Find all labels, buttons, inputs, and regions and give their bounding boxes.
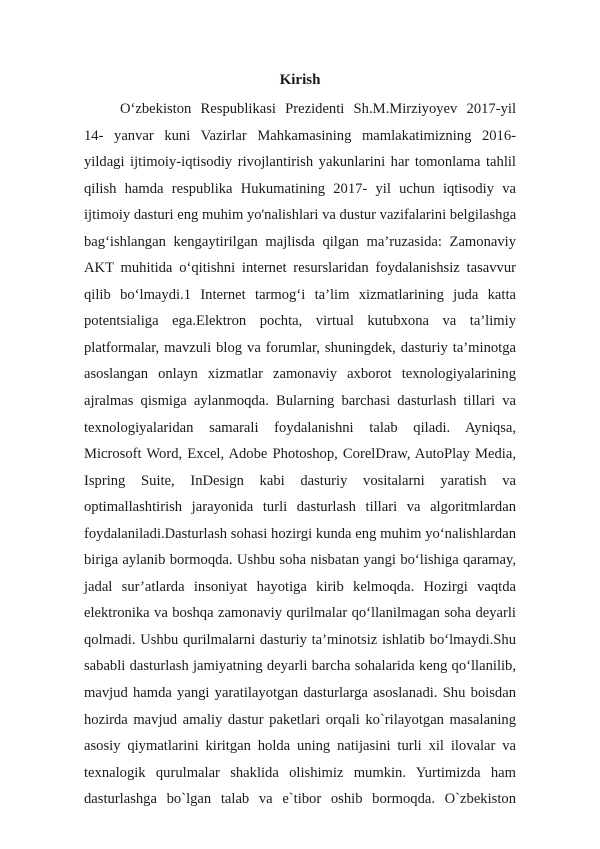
text-line: yildagi ijtimoiy-iqtisodiy rivojlantirish yakunlarini har tomonlama tahlil	[84, 154, 516, 171]
text-line: optimallashtirish jarayonida turli dasturlash tillari va algoritmlardan	[84, 499, 516, 516]
text-line: foydalaniladi.Dasturlash sohasi hozirgi kunda eng muhim yo‘nalishlardan	[84, 525, 516, 542]
text-line: texnalogik qurulmalar shaklida olishimiz mumkin. Yurtimizda ham	[84, 764, 516, 781]
text-line: platformalar, mavzuli blog va forumlar, shuningdek, dasturiy ta’minotga	[84, 339, 516, 356]
text-line: biriga aylanib bormoqda. Ushbu soha nisbatan yangi bo‘lishiga qaramay,	[84, 552, 516, 569]
text-line: texnologiyalaridan samarali foydalanishni talab qiladi. Ayniqsa,	[84, 419, 516, 436]
text-line: qilib bo‘lmaydi.1 Internet tarmog‘i ta’lim xizmatlarining juda katta	[84, 286, 516, 303]
text-line: sababli dasturlash jamiyatning deyarli barcha sohalarida keng qo‘llanilib,	[84, 658, 516, 675]
text-line: O‘zbekiston Respublikasi Prezidenti Sh.M.Mirziyoyev 2017-yil	[120, 101, 516, 117]
text-line: qolmadi. Ushbu qurilmalarni dasturiy ta’minotsiz ishlatib bo‘lmaydi.Shu	[84, 631, 516, 648]
text-line: asoslangan onlayn xizmatlar zamonaviy axborot texnologiyalarining	[84, 366, 516, 383]
text-line: AKT muhitida o‘qitishni internet resurslaridan foydalanishsiz tasavvur	[84, 260, 516, 277]
body-paragraph	[84, 96, 516, 813]
text-line: Microsoft Word, Excel, Adobe Photoshop, CorelDraw, AutoPlay Media,	[84, 446, 516, 463]
text-line: bag‘ishlangan kengaytirilgan majlisda qilgan ma’ruzasida: Zamonaviy	[84, 233, 516, 250]
page-title: Kirish	[279, 72, 321, 88]
text-line: jadal sur’atlarda insoniyat hayotiga kirib kelmoqda. Hozirgi vaqtda	[84, 578, 516, 595]
text-line: Ispring Suite, InDesign kabi dasturiy vositalarni yaratish va	[84, 472, 516, 489]
text-line: potentsialiga ega.Elektron pochta, virtual kutubxona va ta’limiy	[84, 313, 516, 330]
text-line: dasturlashga bo`lgan talab va e`tibor oshib bormoqda. O`zbekiston	[84, 791, 516, 808]
text-line: ajralmas qismiga aylanmoqda. Bularning barchasi dasturlash tillari va	[84, 393, 516, 410]
text-line: 14- yanvar kuni Vazirlar Mahkamasining mamlakatimizning 2016-	[84, 127, 516, 144]
text-line: mavjud hamda yangi yaratilayotgan dasturlarga asoslanadi. Shu boisdan	[84, 685, 516, 702]
text-line: hozirda mavjud amaliy dastur paketlari orqali ko`rilayotgan masalaning	[84, 711, 516, 728]
text-line: ijtimoiy dasturi eng muhim yo'nalishlari va dustur vazifalarini belgilashga	[84, 207, 517, 224]
text-line: asosiy qiymatlarini kiritgan holda uning natijasini turli xil ilovalar va	[84, 738, 516, 755]
text-line: elektronika va boshqa zamonaviy qurilmalar qo‘llanilmagan soha deyarli	[84, 605, 516, 622]
text-line: qilish hamda respublika Hukumatining 2017- yil uchun iqtisodiy va	[84, 180, 516, 197]
